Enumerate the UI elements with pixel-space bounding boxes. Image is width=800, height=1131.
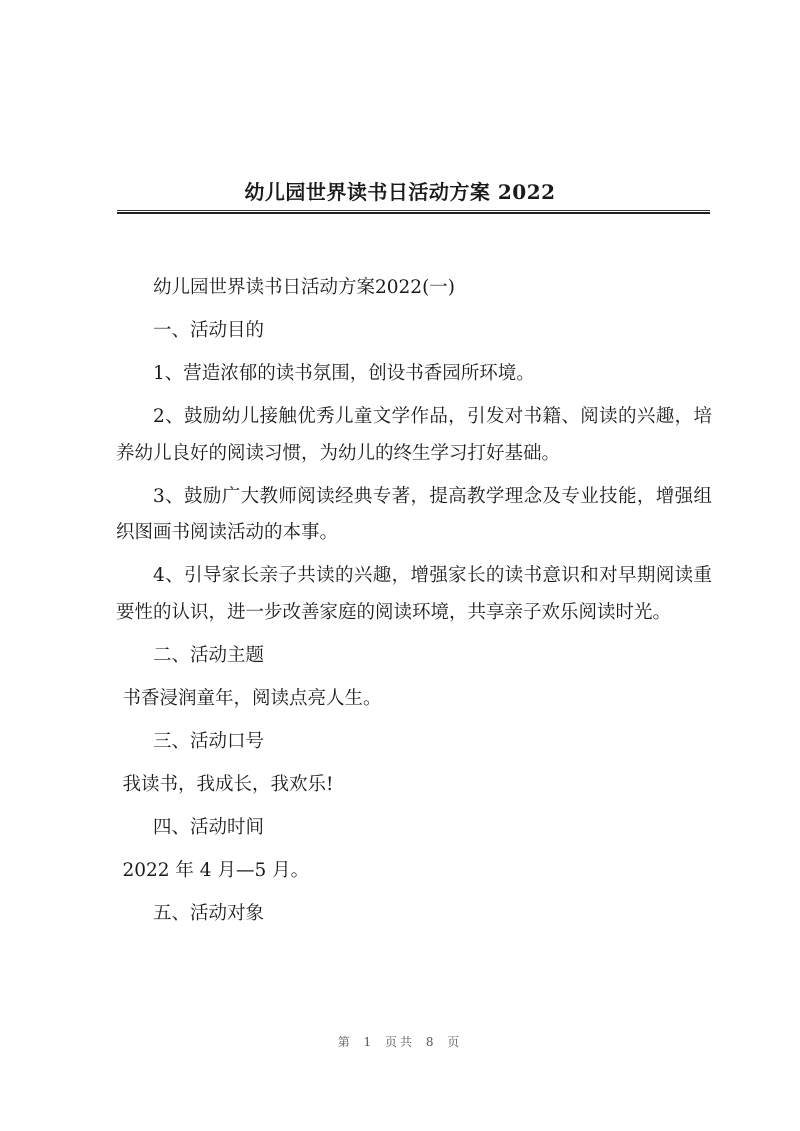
paragraph: 1、营造浓郁的读书氛围，创设书香园所环境。 xyxy=(153,363,535,384)
paragraph: 2、鼓励幼儿接触优秀儿童文学作品，引发对书籍、阅读的兴趣，培养幼儿良好的阅读习惯，为幼儿的终生学习打好基础。 xyxy=(116,406,712,464)
heading-slogan: 三、活动口号 xyxy=(153,730,265,752)
document-title: 幼儿园世界读书日活动方案 2022 xyxy=(244,180,556,205)
paragraph: 书香浸润童年，阅读点亮人生。 xyxy=(122,687,382,709)
heading-time: 四、活动时间 xyxy=(153,816,265,838)
paragraph: 4、引导家长亲子共读的兴趣，增强家长的读书意识和对早期阅读重要性的认识，进一步改善家庭的阅读环境，共享亲子欢乐阅读时光。 xyxy=(116,565,712,623)
heading-audience: 五、活动对象 xyxy=(153,902,265,924)
heading-purpose: 一、活动目的 xyxy=(153,320,265,341)
page-number: 第 1 页共 8 页 xyxy=(337,1035,463,1049)
document-body xyxy=(116,270,712,932)
heading-theme: 二、活动主题 xyxy=(153,644,265,666)
paragraph: 3、鼓励广大教师阅读经典专著，提高教学理念及专业技能，增强组织图画书阅读活动的本事。 xyxy=(116,485,712,543)
paragraph: 我读书，我成长，我欢乐! xyxy=(122,773,334,795)
title-divider xyxy=(117,210,710,214)
paragraph: 2022 年 4 月—5 月。 xyxy=(122,859,310,881)
section-heading: 幼儿园世界读书日活动方案2022(一) xyxy=(153,277,456,298)
